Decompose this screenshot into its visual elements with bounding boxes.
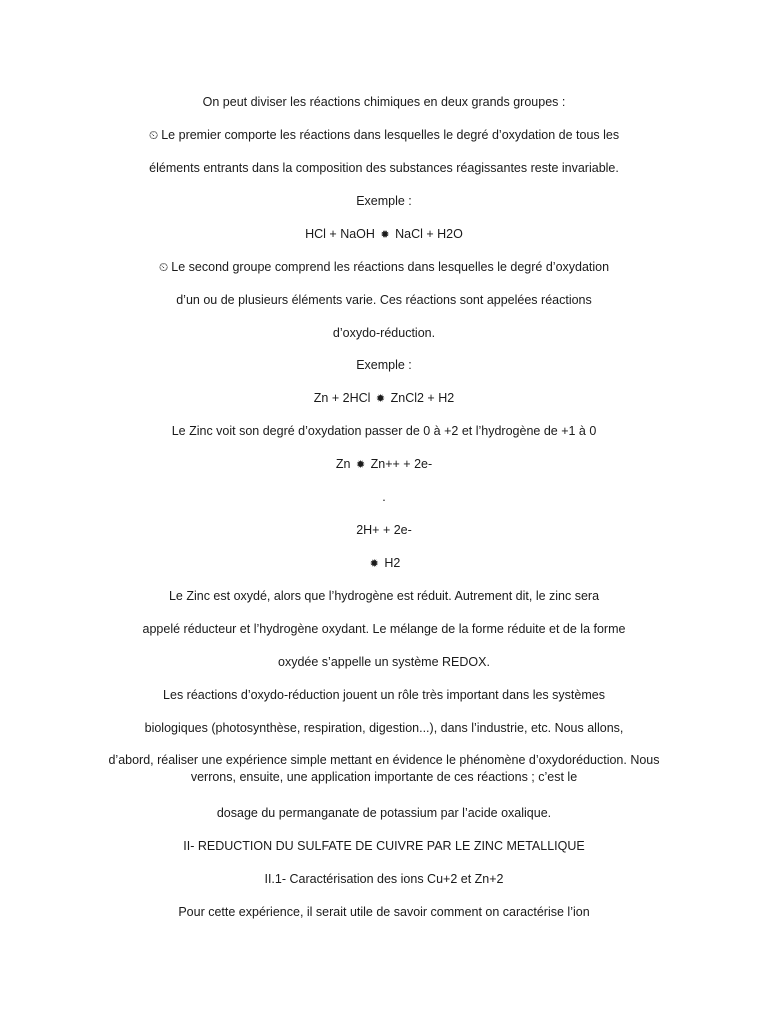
reaction-arrow-icon: ✹ (380, 229, 390, 241)
importance-text-2: biologiques (photosynthèse, respiration, digestion...), dans l’industrie, etc. Nous allons, (144, 721, 624, 735)
equation-hcl-naoh-left: HCl + NaOH (305, 227, 375, 241)
dosage-text: dosage du permanganate de potassium par l’acide oxalique. (216, 806, 552, 820)
second-group-line-3 (0, 325, 768, 342)
intro-text: On peut diviser les réactions chimiques en deux grands groupes : (202, 95, 566, 109)
redox-line-3 (0, 654, 768, 671)
reaction-arrow-icon: ✹ (369, 558, 379, 570)
half-equation-zn-left: Zn (335, 457, 351, 471)
intro-line (0, 94, 768, 111)
half-equation-h-right-line (0, 555, 768, 573)
first-group-line-2 (0, 160, 768, 177)
equation-hcl-naoh-right: NaCl + H2O (395, 227, 463, 241)
redox-text-3: oxydée s’appelle un système REDOX. (278, 655, 490, 669)
zinc-oxidation-sentence (0, 423, 768, 440)
redox-line-1 (0, 588, 768, 605)
experiment-intro-line (0, 904, 768, 921)
dosage-line (0, 805, 768, 822)
subsection-heading-ii-1 (0, 871, 768, 888)
clock-bullet-icon: ⏲ (158, 260, 169, 274)
second-group-line-2 (0, 292, 768, 309)
half-equation-zn-right: Zn++ + 2e- (370, 457, 433, 471)
example-label-text-1: Exemple : (356, 194, 412, 208)
second-group-line-1 (0, 259, 768, 276)
example-label-1 (0, 193, 768, 210)
first-group-text-1: Le premier comporte les réactions dans lesquelles le degré d’oxydation de tous les (161, 128, 620, 142)
half-equation-zn (0, 456, 768, 474)
equation-zn-hcl-right: ZnCl2 + H2 (390, 391, 455, 405)
half-equation-h-left-line (0, 522, 768, 539)
importance-paragraph-3 (96, 752, 672, 786)
first-group-text-2: éléments entrants dans la composition des substances réagissantes reste invariable. (149, 161, 619, 175)
half-equation-h-right: H2 (384, 556, 401, 570)
zinc-oxidation-text: Le Zinc voit son degré d’oxydation passer de 0 à +2 et l’hydrogène de +1 à 0 (171, 424, 597, 438)
section-heading-ii-text: II- REDUCTION DU SULFATE DE CUIVRE PAR LE ZINC METALLIQUE (183, 839, 585, 853)
example-label-text-2: Exemple : (356, 358, 412, 372)
clock-bullet-icon: ⏲ (148, 128, 159, 142)
importance-text-1: Les réactions d’oxydo-réduction jouent un rôle très important dans les systèmes (163, 688, 605, 702)
redox-text-2: appelé réducteur et l’hydrogène oxydant. Le mélange de la forme réduite et de la forme (142, 622, 626, 636)
equation-zn-hcl (0, 390, 768, 408)
dot-line (0, 489, 768, 506)
reaction-arrow-icon: ✹ (355, 459, 366, 471)
redox-text-1: Le Zinc est oxydé, alors que l’hydrogène est réduit. Autrement dit, le zinc sera (168, 589, 600, 603)
equation-zn-hcl-left: Zn + 2HCl (313, 391, 371, 405)
second-group-text-1: Le second groupe comprend les réactions dans lesquelles le degré d’oxydation (171, 260, 610, 274)
example-label-2 (0, 357, 768, 374)
first-group-line-1 (0, 127, 768, 144)
experiment-intro-text: Pour cette expérience, il serait utile de savoir comment on caractérise l’ion (178, 905, 590, 919)
importance-line-1 (0, 687, 768, 704)
importance-line-2 (0, 720, 768, 737)
dot-text: . (382, 490, 386, 504)
equation-hcl-naoh (0, 226, 768, 244)
section-heading-ii (0, 838, 768, 855)
half-equation-h-left: 2H+ + 2e- (356, 523, 412, 537)
subsection-heading-ii-1-text: II.1- Caractérisation des ions Cu+2 et Zn+2 (264, 872, 504, 886)
importance-text-3: d’abord, réaliser une expérience simple mettant en évidence le phénomène d’oxydoréduction. Nous verrons, ensuite, une application importante de ces réactions ; c’est le (108, 753, 660, 784)
second-group-text-2: d’un ou de plusieurs éléments varie. Ces réactions sont appelées réactions (176, 293, 592, 307)
second-group-text-3: d’oxydo-réduction. (332, 326, 436, 340)
redox-line-2 (0, 621, 768, 638)
reaction-arrow-icon: ✹ (375, 393, 386, 405)
